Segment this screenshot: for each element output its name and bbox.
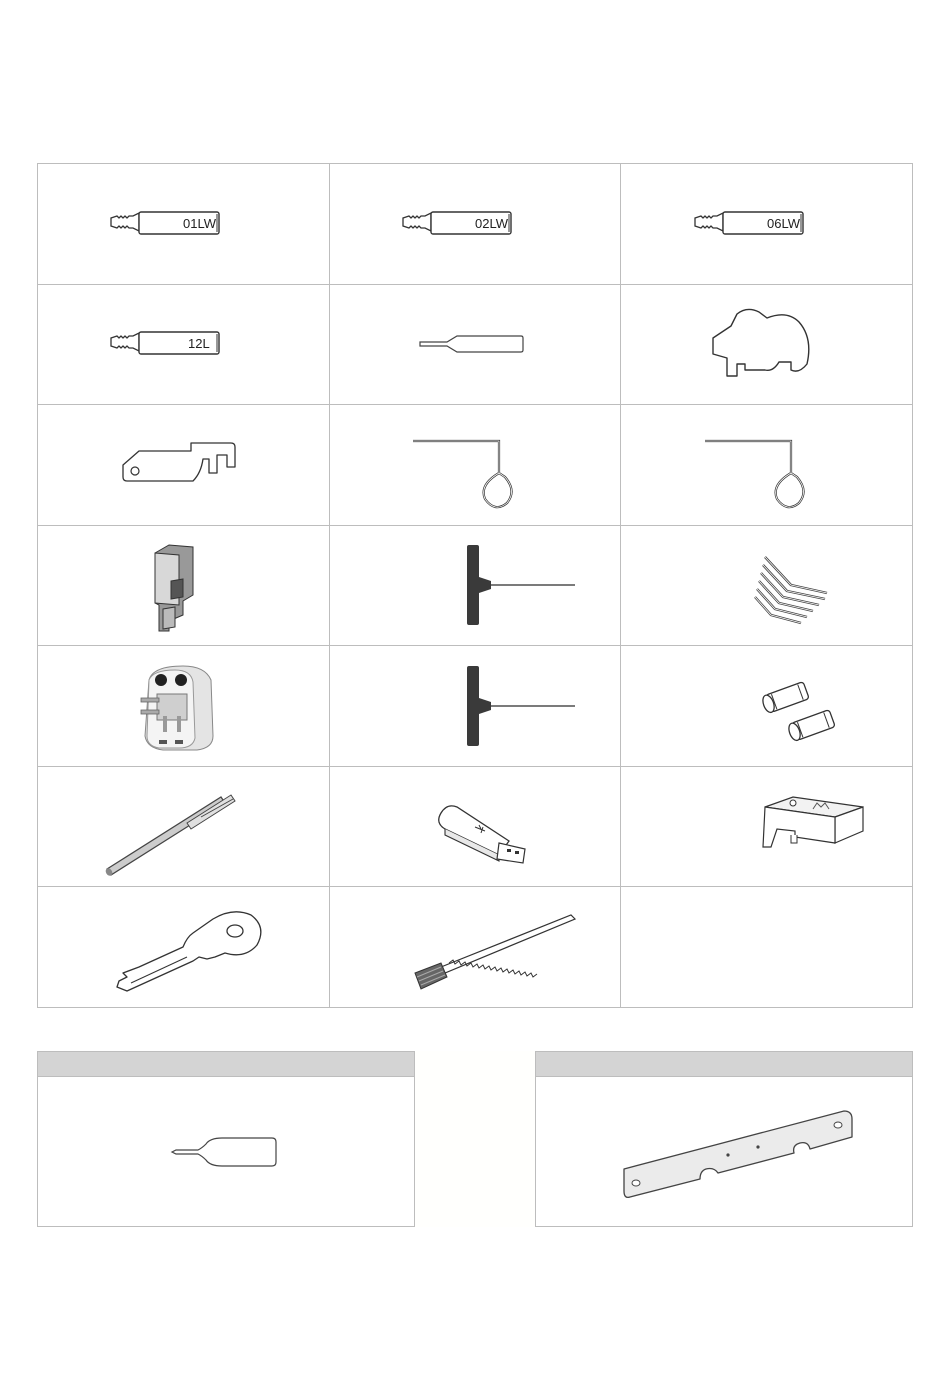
- plug-adapter-icon: [83, 656, 283, 756]
- grid-cell-hex-key-set: [621, 526, 913, 647]
- ring-wire-tool-icon: [375, 415, 575, 515]
- calibration-bar-icon: [594, 1097, 854, 1207]
- drill-bit-icon: [83, 294, 283, 394]
- grid-cell-clamp: [38, 526, 330, 647]
- drill-bit-icon: [83, 174, 283, 274]
- t-handle-hex-key-icon: [375, 535, 575, 635]
- drill-bit-icon: [375, 174, 575, 274]
- key-stop-block-icon: [667, 777, 867, 877]
- grid-cell-02lw: [330, 164, 622, 285]
- grid-cell-key-stop: [621, 767, 913, 888]
- t-handle-hex-key-icon: [375, 656, 575, 756]
- grid-cell-hook-gauge: [38, 405, 330, 526]
- grid-cell-gauge-plate: [621, 285, 913, 406]
- grid-cell-t-handle-1: [330, 526, 622, 647]
- grid-cell-usb: [330, 767, 622, 888]
- grid-cell-plug-adapter: [38, 646, 330, 767]
- key-blank-icon: [83, 897, 283, 997]
- hex-key-set-icon: [667, 535, 867, 635]
- grid-cell-empty: [621, 887, 913, 1008]
- panel-gap: [415, 1051, 535, 1227]
- tracer-point-icon: [126, 1122, 326, 1182]
- drill-bit-label: 06LW: [766, 215, 800, 231]
- panel-header: [38, 1052, 414, 1077]
- grid-cell-pen: [38, 767, 330, 888]
- ring-wire-tool-icon: [667, 415, 867, 515]
- drill-bit-icon: [667, 174, 867, 274]
- tracer-point-icon: [375, 294, 575, 394]
- grid-cell-fuses: [621, 646, 913, 767]
- hook-gauge-icon: [83, 415, 283, 515]
- panel-body: [38, 1077, 414, 1227]
- grid-cell-01lw: [38, 164, 330, 285]
- calibration-bar-panel: [535, 1051, 913, 1227]
- panel-body: [536, 1077, 912, 1227]
- drill-bit-label: 12L: [188, 336, 211, 352]
- grid-cell-ring-wire-1: [330, 405, 622, 526]
- grid-cell-ring-wire-2: [621, 405, 913, 526]
- grid-cell-12l: [38, 285, 330, 406]
- accessories-grid: [37, 163, 913, 1008]
- panel-header: [536, 1052, 912, 1077]
- key-gauge-plate-icon: [667, 294, 867, 394]
- grid-cell-t-handle-2: [330, 646, 622, 767]
- usb-stick-icon: [375, 777, 575, 877]
- cleaning-brush-icon: [375, 897, 575, 997]
- fuses-icon: [667, 656, 867, 756]
- drill-bit-label: 02LW: [474, 215, 508, 231]
- clamp-bracket-icon: [83, 535, 283, 635]
- tracer-panel: [37, 1051, 415, 1227]
- grid-cell-06lw: [621, 164, 913, 285]
- grid-cell-key: [38, 887, 330, 1008]
- grid-cell-tracer: [330, 285, 622, 406]
- drill-bit-label: 01LW: [183, 215, 217, 231]
- grid-cell-brush: [330, 887, 622, 1008]
- pen-icon: [83, 777, 283, 877]
